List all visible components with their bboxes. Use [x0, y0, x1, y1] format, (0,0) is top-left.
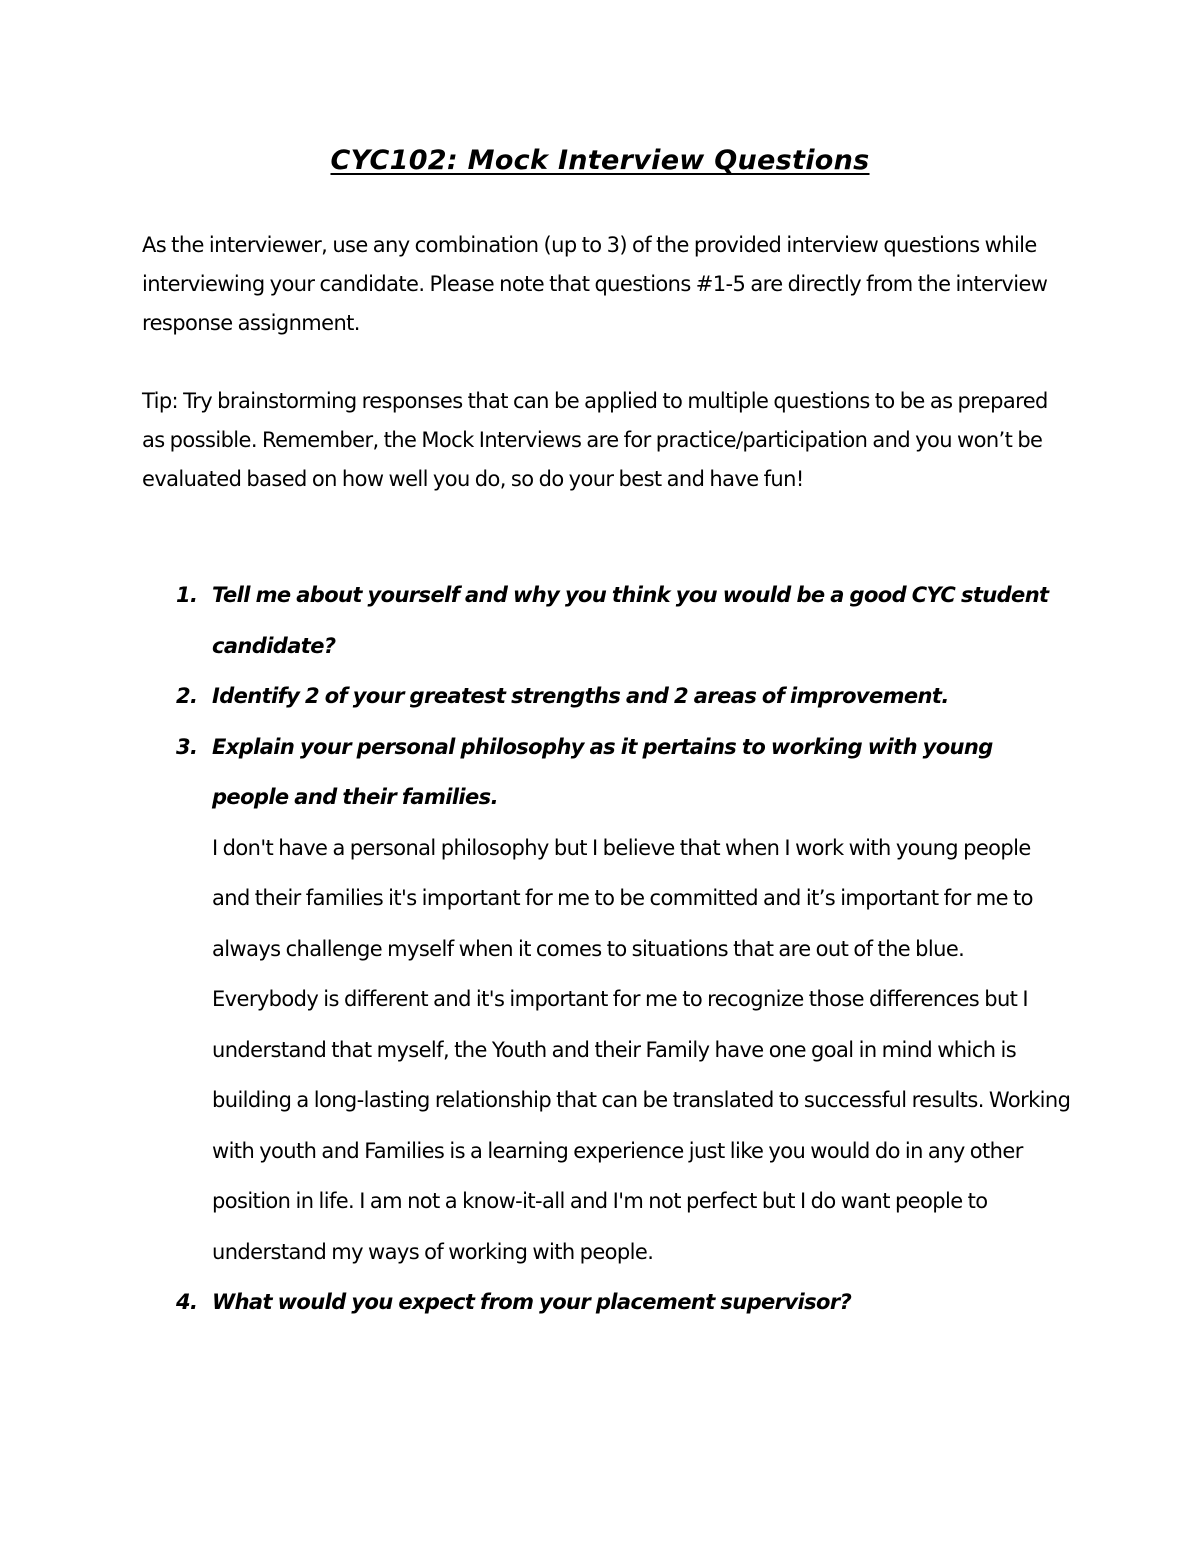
question-text: Explain your personal philosophy as it pertains to working with young people and their families. — [212, 734, 993, 809]
question-number: 1. — [176, 583, 198, 607]
question-item-1 — [142, 570, 1072, 671]
question-item-4 — [142, 1277, 1072, 1328]
tip-paragraph: Tip: Try brainstorming responses that can be applied to multiple questions to be as prepared as possible. Remember, the Mock Interviews are for practice/participation and you won’t be evaluated based on how well you do, so do your best and have fun! — [142, 389, 1048, 491]
intro-paragraph: As the interviewer, use any combination (up to 3) of the provided interview questions while interviewing your candidate. Please note that questions #1-5 are directly from the interview response assignment. — [142, 233, 1048, 335]
question-number: 2. — [176, 684, 198, 708]
question-number: 3. — [176, 734, 198, 759]
question-text: What would you expect from your placement supervisor? — [212, 1290, 852, 1314]
answer-text: I don't have a personal philosophy but I believe that when I work with young people and their families it's important for me to be committed and it’s important for me to always challenge myself when it comes to situations that are out of the blue. Everybody is different and it's important for me to recognize those differences but I understand that myself, the Youth and their Family have one goal in mind which is building a long-lasting relationship that can be translated to successful results. Working with youth and Families is a learning experience just like you would do in any other position in life. I am not a know-it-all and I'm not perfect but I do want people to understand my ways of working with people. — [212, 835, 1071, 1264]
question-list — [142, 570, 1072, 1328]
question-item-3 — [142, 722, 1072, 1278]
question-item-2 — [142, 671, 1072, 722]
question-text: Tell me about yourself and why you think you would be a good CYC student candidate? — [212, 583, 1049, 658]
question-number: 4. — [176, 1290, 198, 1314]
question-text: Identify 2 of your greatest strengths and 2 areas of improvement. — [212, 684, 949, 708]
document-title: CYC102: Mock Interview Questions — [330, 145, 870, 176]
